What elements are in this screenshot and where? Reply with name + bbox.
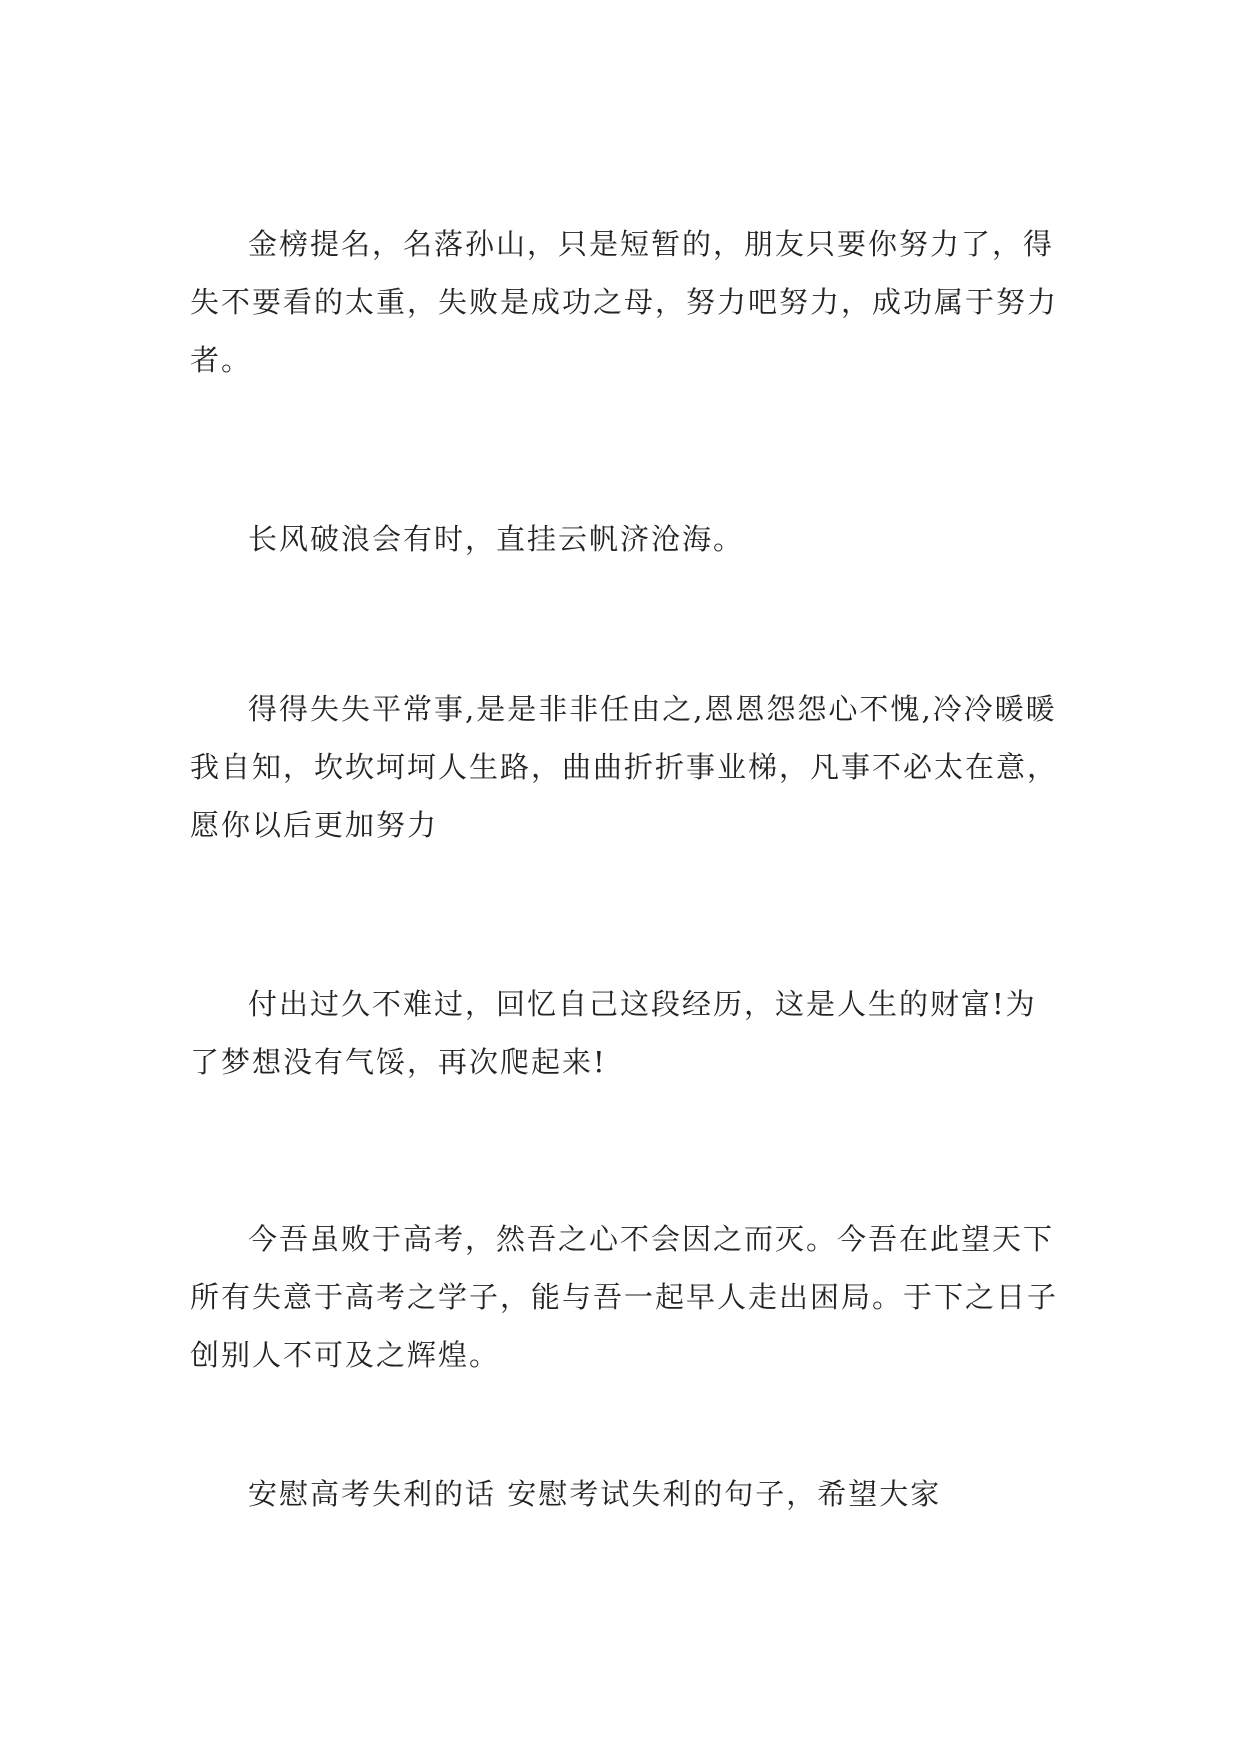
paragraph-1: 金榜提名，名落孙山，只是短暂的，朋友只要你努力了，得失不要看的太重，失败是成功之母，努力吧努力，成功属于努力者。	[190, 227, 1059, 377]
paragraph-6: 安慰高考失利的话 安慰考试失利的句子，希望大家	[248, 1477, 942, 1511]
paragraph-2: 长风破浪会有时，直挂云帆济沧海。	[248, 522, 745, 556]
paragraph-3: 得得失失平常事,是是非非任由之,恩恩怨怨心不愧,冷冷暖暖我自知，坎坎坷坷人生路，曲曲折折事业梯，凡事不必太在意，愿你以后更加努力	[190, 692, 1059, 842]
paragraph-5: 今吾虽败于高考，然吾之心不会因之而灭。今吾在此望天下所有失意于高考之学子，能与吾一起早人走出困局。于下之日子创别人不可及之辉煌。	[190, 1222, 1059, 1372]
paragraph-4: 付出过久不难过，回忆自己这段经历，这是人生的财富!为了梦想没有气馁，再次爬起来!	[190, 987, 1037, 1079]
